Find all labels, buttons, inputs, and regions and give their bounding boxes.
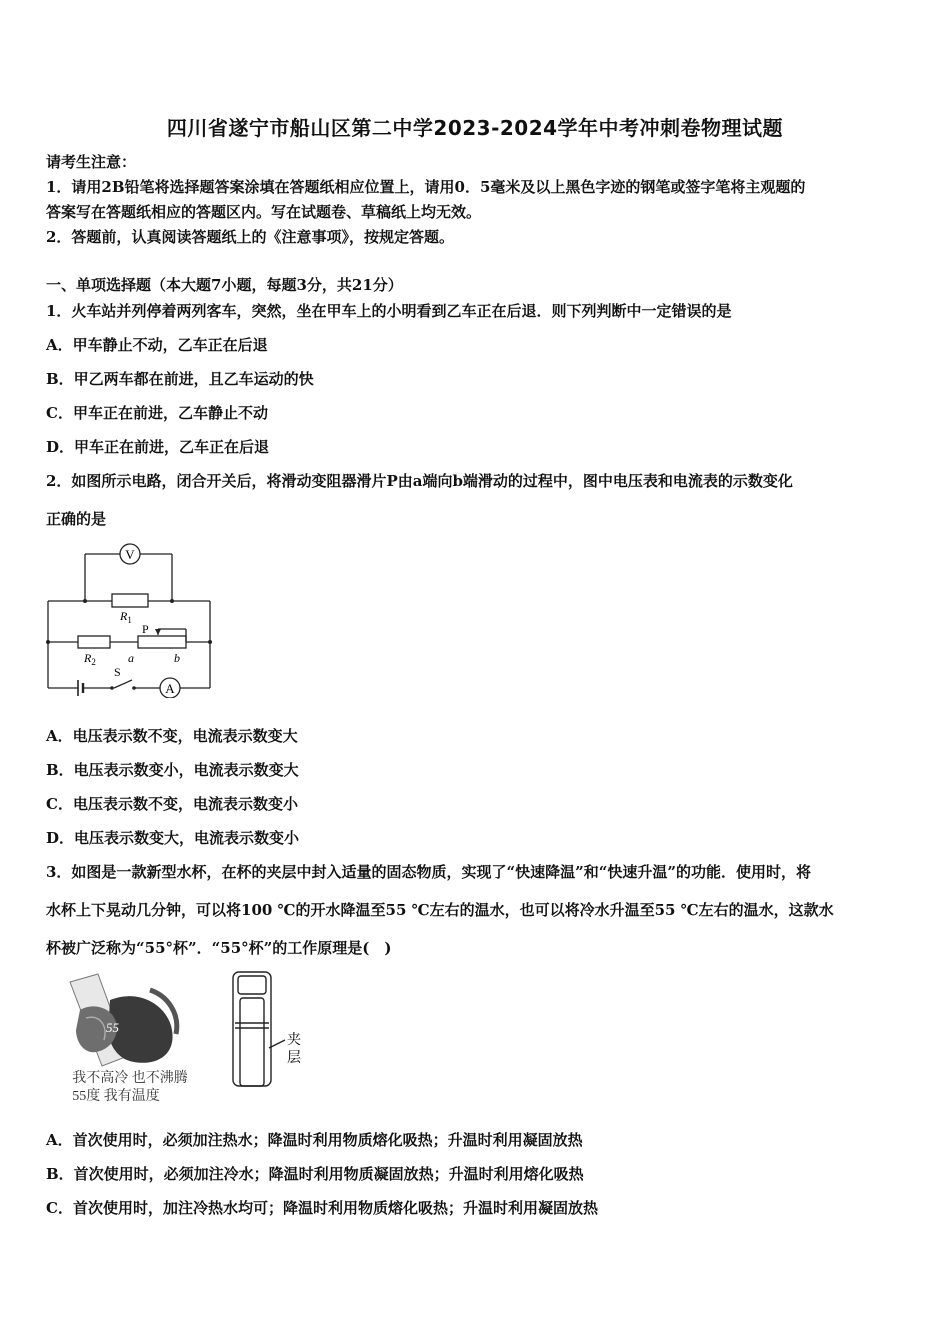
q2-option-b: B．电压表示数变小，电流表示数变大 <box>46 761 299 779</box>
cup-label-top: 夹 <box>287 1033 301 1048</box>
r2-label: $R_2$ <box>84 651 96 667</box>
q2-stem: 2．如图所示电路，闭合开关后，将滑动变阻器滑片P由a端向b端滑动的过程中，图中电压表和电流表的示数变化 <box>46 472 793 490</box>
q3-option-b: B．首次使用时，必须加注冷水；降温时利用物质凝固放热；升温时利用熔化吸热 <box>46 1165 584 1183</box>
end-a-label: a <box>128 651 134 665</box>
switch-s-label: S <box>114 665 121 679</box>
notice-heading: 请考生注意： <box>46 153 137 171</box>
slider-p-label: P <box>142 622 149 636</box>
cup-photo <box>50 970 210 1110</box>
q1-option-b: B．甲乙两车都在前进，且乙车运动的快 <box>46 370 314 388</box>
q3-stem-cont-1: 水杯上下晃动几分钟，可以将100 ℃的开水降温至55 ℃左右的温水，也可以将冷水升温至55 ℃左右的温水，这款水 <box>46 901 834 919</box>
section-heading: 一、单项选择题（本大题7小题，每题3分，共21分） <box>46 276 403 294</box>
notice-item-1: 1．请用2B铅笔将选择题答案涂填在答题纸相应位置上，请用0．5毫米及以上黑色字迹的钢笔或签字笔将主观题的 <box>46 178 806 196</box>
circuit-diagram <box>40 538 220 698</box>
q3-stem-cont-2: 杯被广泛称为“55°杯”．“55°杯”的工作原理是( ) <box>46 939 392 957</box>
q1-option-c: C．甲车正在前进，乙车静止不动 <box>46 404 268 422</box>
photo-caption-2: 55度 我有温度 <box>72 1089 160 1104</box>
photo-caption-1: 我不高冷 也不沸腾 <box>72 1071 188 1086</box>
q1-option-d: D．甲车正在前进，乙车正在后退 <box>46 438 270 456</box>
q3-stem: 3．如图是一款新型水杯，在杯的夹层中封入适量的固态物质，实现了“快速降温”和“快速升温”的功能．使用时，将 <box>46 863 811 881</box>
page-title: 四川省遂宁市船山区第二中学2023-2024学年中考冲刺卷物理试题 <box>166 116 784 140</box>
q3-option-c: C．首次使用时，加注冷热水均可；降温时利用物质熔化吸热；升温时利用凝固放热 <box>46 1199 598 1217</box>
q2-option-a: A．电压表示数不变，电流表示数变大 <box>46 727 298 745</box>
q2-option-c: C．电压表示数不变，电流表示数变小 <box>46 795 298 813</box>
notice-item-1-cont: 答案写在答题纸相应的答题区内。写在试题卷、草稿纸上均无效。 <box>46 203 482 221</box>
q1-option-a: A．甲车静止不动，乙车正在后退 <box>46 336 268 354</box>
q2-option-d: D．电压表示数变大，电流表示数变小 <box>46 829 300 847</box>
voltmeter-label: V <box>125 547 135 562</box>
svg-text:55: 55 <box>106 1020 119 1035</box>
cup-cross-section <box>225 968 315 1094</box>
q2-stem-cont: 正确的是 <box>46 510 107 528</box>
notice-item-2: 2．答题前，认真阅读答题纸上的《注意事项》，按规定答题。 <box>46 228 454 246</box>
r1-label: $R_1$ <box>120 609 132 625</box>
q1-stem: 1．火车站并列停着两列客车，突然，坐在甲车上的小明看到乙车正在后退．则下列判断中一定错误的是 <box>46 302 732 320</box>
q3-option-a: A．首次使用时，必须加注热水；降温时利用物质熔化吸热；升温时利用凝固放热 <box>46 1131 583 1149</box>
ammeter-label: A <box>165 681 175 696</box>
cup-label-bottom: 层 <box>287 1051 301 1066</box>
end-b-label: b <box>174 651 180 665</box>
